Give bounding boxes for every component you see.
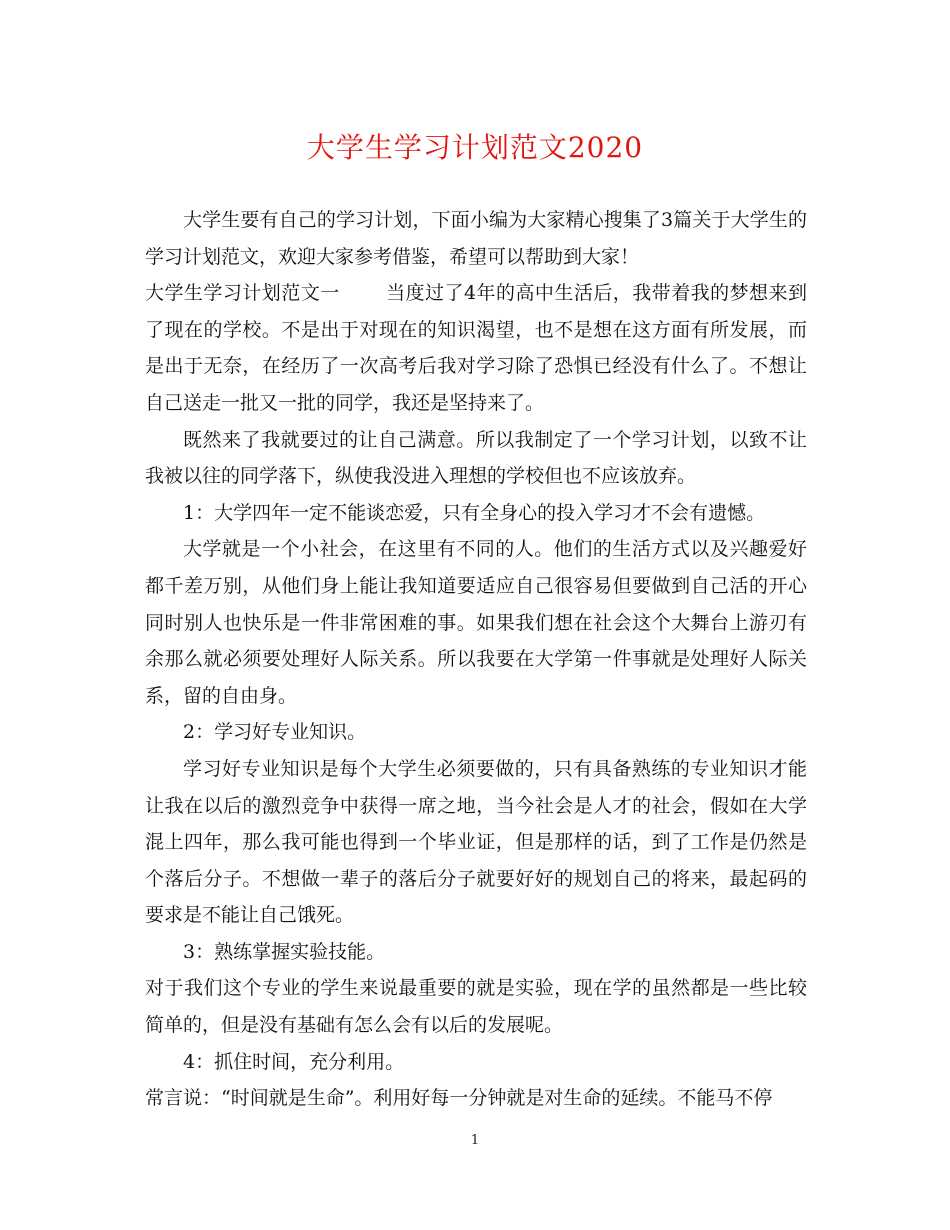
plan-item-4: 4：抓住时间，充分利用。 bbox=[183, 1050, 405, 1073]
section-paragraph bbox=[145, 275, 807, 421]
section-first-paragraph: 当度过了4年的高中生活后，我带着我的梦想来到了现在的学校。不是出于对现在的知识渴望，也不是想在这方面有所发展，而是出于无奈，在经历了一次高考后我对学习除了恐惧已经没有什么了。不想让自己送走一批又一批的同学，我还是坚持来了。 bbox=[145, 282, 807, 414]
intro-paragraph: 大学生要有自己的学习计划，下面小编为大家精心搜集了3篇关于大学生的学习计划范文，欢迎大家参考借鉴，希望可以帮助到大家！ bbox=[145, 209, 807, 268]
body-paragraph: 既然来了我就要过的让自己满意。所以我制定了一个学习计划，以致不让我被以往的同学落下，纵使我没进入理想的学校但也不应该放弃。 bbox=[145, 428, 807, 488]
body-paragraph: 常言说：“时间就是生命”。利用好每一分钟就是对生命的延续。不能马不停 bbox=[145, 1087, 773, 1110]
plan-item-1: 1：大学四年一定不能谈恋爱，只有全身心的投入学习才不会有遗憾。 bbox=[183, 501, 766, 524]
body-paragraph: 学习好专业知识是每个大学生必须要做的，只有具备熟练的专业知识才能让我在以后的激烈竞争中获得一席之地，当今社会是人才的社会，假如在大学混上四年，那么我可能也得到一个毕业证，但是那样的话，到了工作是仍然是个落后分子。不想做一辈子的落后分子就要好好的规划自己的将来，最起码的要求是不能让自己饿死。 bbox=[145, 757, 807, 927]
page-number: 1 bbox=[470, 1133, 480, 1148]
plan-item-2: 2：学习好专业知识。 bbox=[183, 721, 367, 744]
body-paragraph: 对于我们这个专业的学生来说最重要的就是实验，现在学的虽然都是一些比较简单的，但是没有基础有怎么会有以后的发展呢。 bbox=[145, 977, 807, 1037]
document-title: 大学生学习计划范文2020 bbox=[306, 131, 644, 164]
section-heading: 大学生学习计划范文一 bbox=[145, 282, 340, 305]
document-body bbox=[145, 202, 807, 1117]
body-paragraph: 大学就是一个小社会，在这里有不同的人。他们的生活方式以及兴趣爱好都千差万别，从他们身上能让我知道要适应自己很容易但要做到自己活的开心同时别人也快乐是一件非常困难的事。如果我们想在社会这个大舞台上游刃有余那么就必须要处理好人际关系。所以我要在大学第一件事就是处理好人际关系，留的自由身。 bbox=[145, 538, 807, 707]
plan-item-3: 3：熟练掌握实验技能。 bbox=[183, 940, 386, 963]
